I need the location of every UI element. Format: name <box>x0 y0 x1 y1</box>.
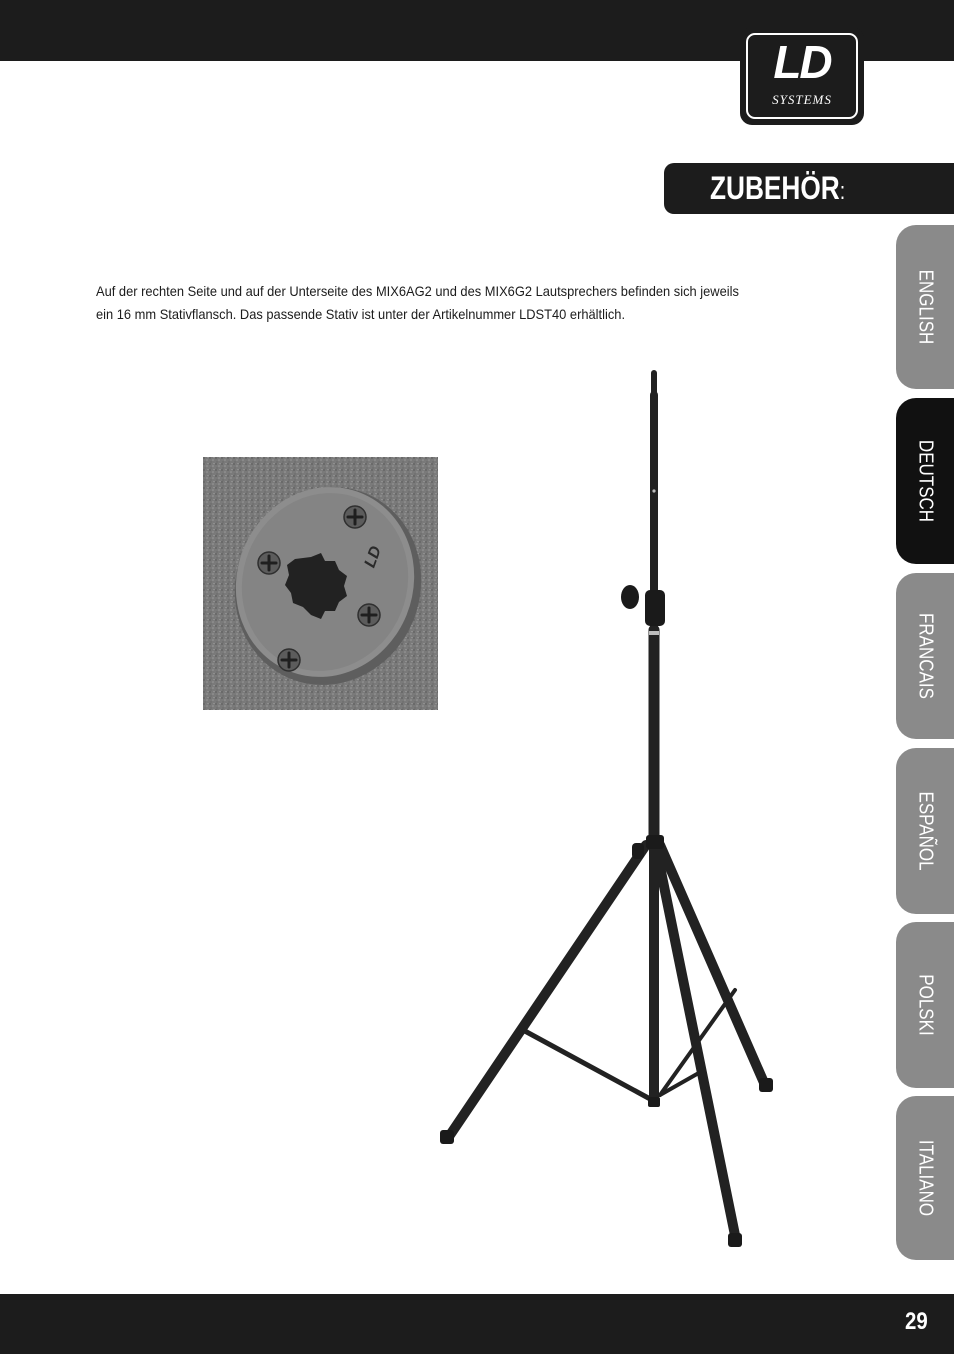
tab-italiano[interactable] <box>896 1096 954 1260</box>
tab-francais-label: FRANCAIS <box>914 613 937 699</box>
section-title <box>710 170 845 207</box>
tab-espanol[interactable] <box>896 748 954 914</box>
ld-systems-logo <box>740 27 864 125</box>
body-paragraph <box>96 280 866 326</box>
tab-deutsch-label: DEUTSCH <box>914 439 937 523</box>
body-line-1: Auf der rechten Seite und auf der Unterseite des MIX6AG2 und des MIX6G2 Lautsprechers befinden sich jeweils <box>96 283 739 299</box>
tab-italiano-label: ITALIANO <box>914 1139 937 1217</box>
page-number: 29 <box>905 1308 928 1335</box>
tab-english[interactable] <box>896 225 954 389</box>
flange-illustration <box>203 457 438 710</box>
bottom-bar <box>0 1294 954 1354</box>
logo-subtitle: SYSTEMS <box>772 92 832 107</box>
tab-deutsch[interactable] <box>896 398 954 564</box>
flange-photo <box>203 457 438 710</box>
body-line-2: ein 16 mm Stativflansch. Das passende Stativ ist unter der Artikelnummer LDST40 erhältlich. <box>96 306 626 322</box>
speaker-stand-illustration <box>420 365 800 1265</box>
tab-polski[interactable] <box>896 922 954 1088</box>
section-title-colon: : <box>839 178 846 205</box>
flange-logo-mark: LD <box>361 544 385 570</box>
logo-letters: LD <box>773 36 831 88</box>
tab-english-label: ENGLISH <box>914 269 937 345</box>
tab-francais[interactable] <box>896 573 954 739</box>
speaker-stand-image <box>420 365 800 1265</box>
section-title-bar <box>664 163 954 214</box>
tab-polski-label: POLSKI <box>914 974 937 1036</box>
section-title-word: ZUBEHÖR <box>710 170 840 206</box>
tab-espanol-label: ESPAÑOL <box>914 791 937 871</box>
